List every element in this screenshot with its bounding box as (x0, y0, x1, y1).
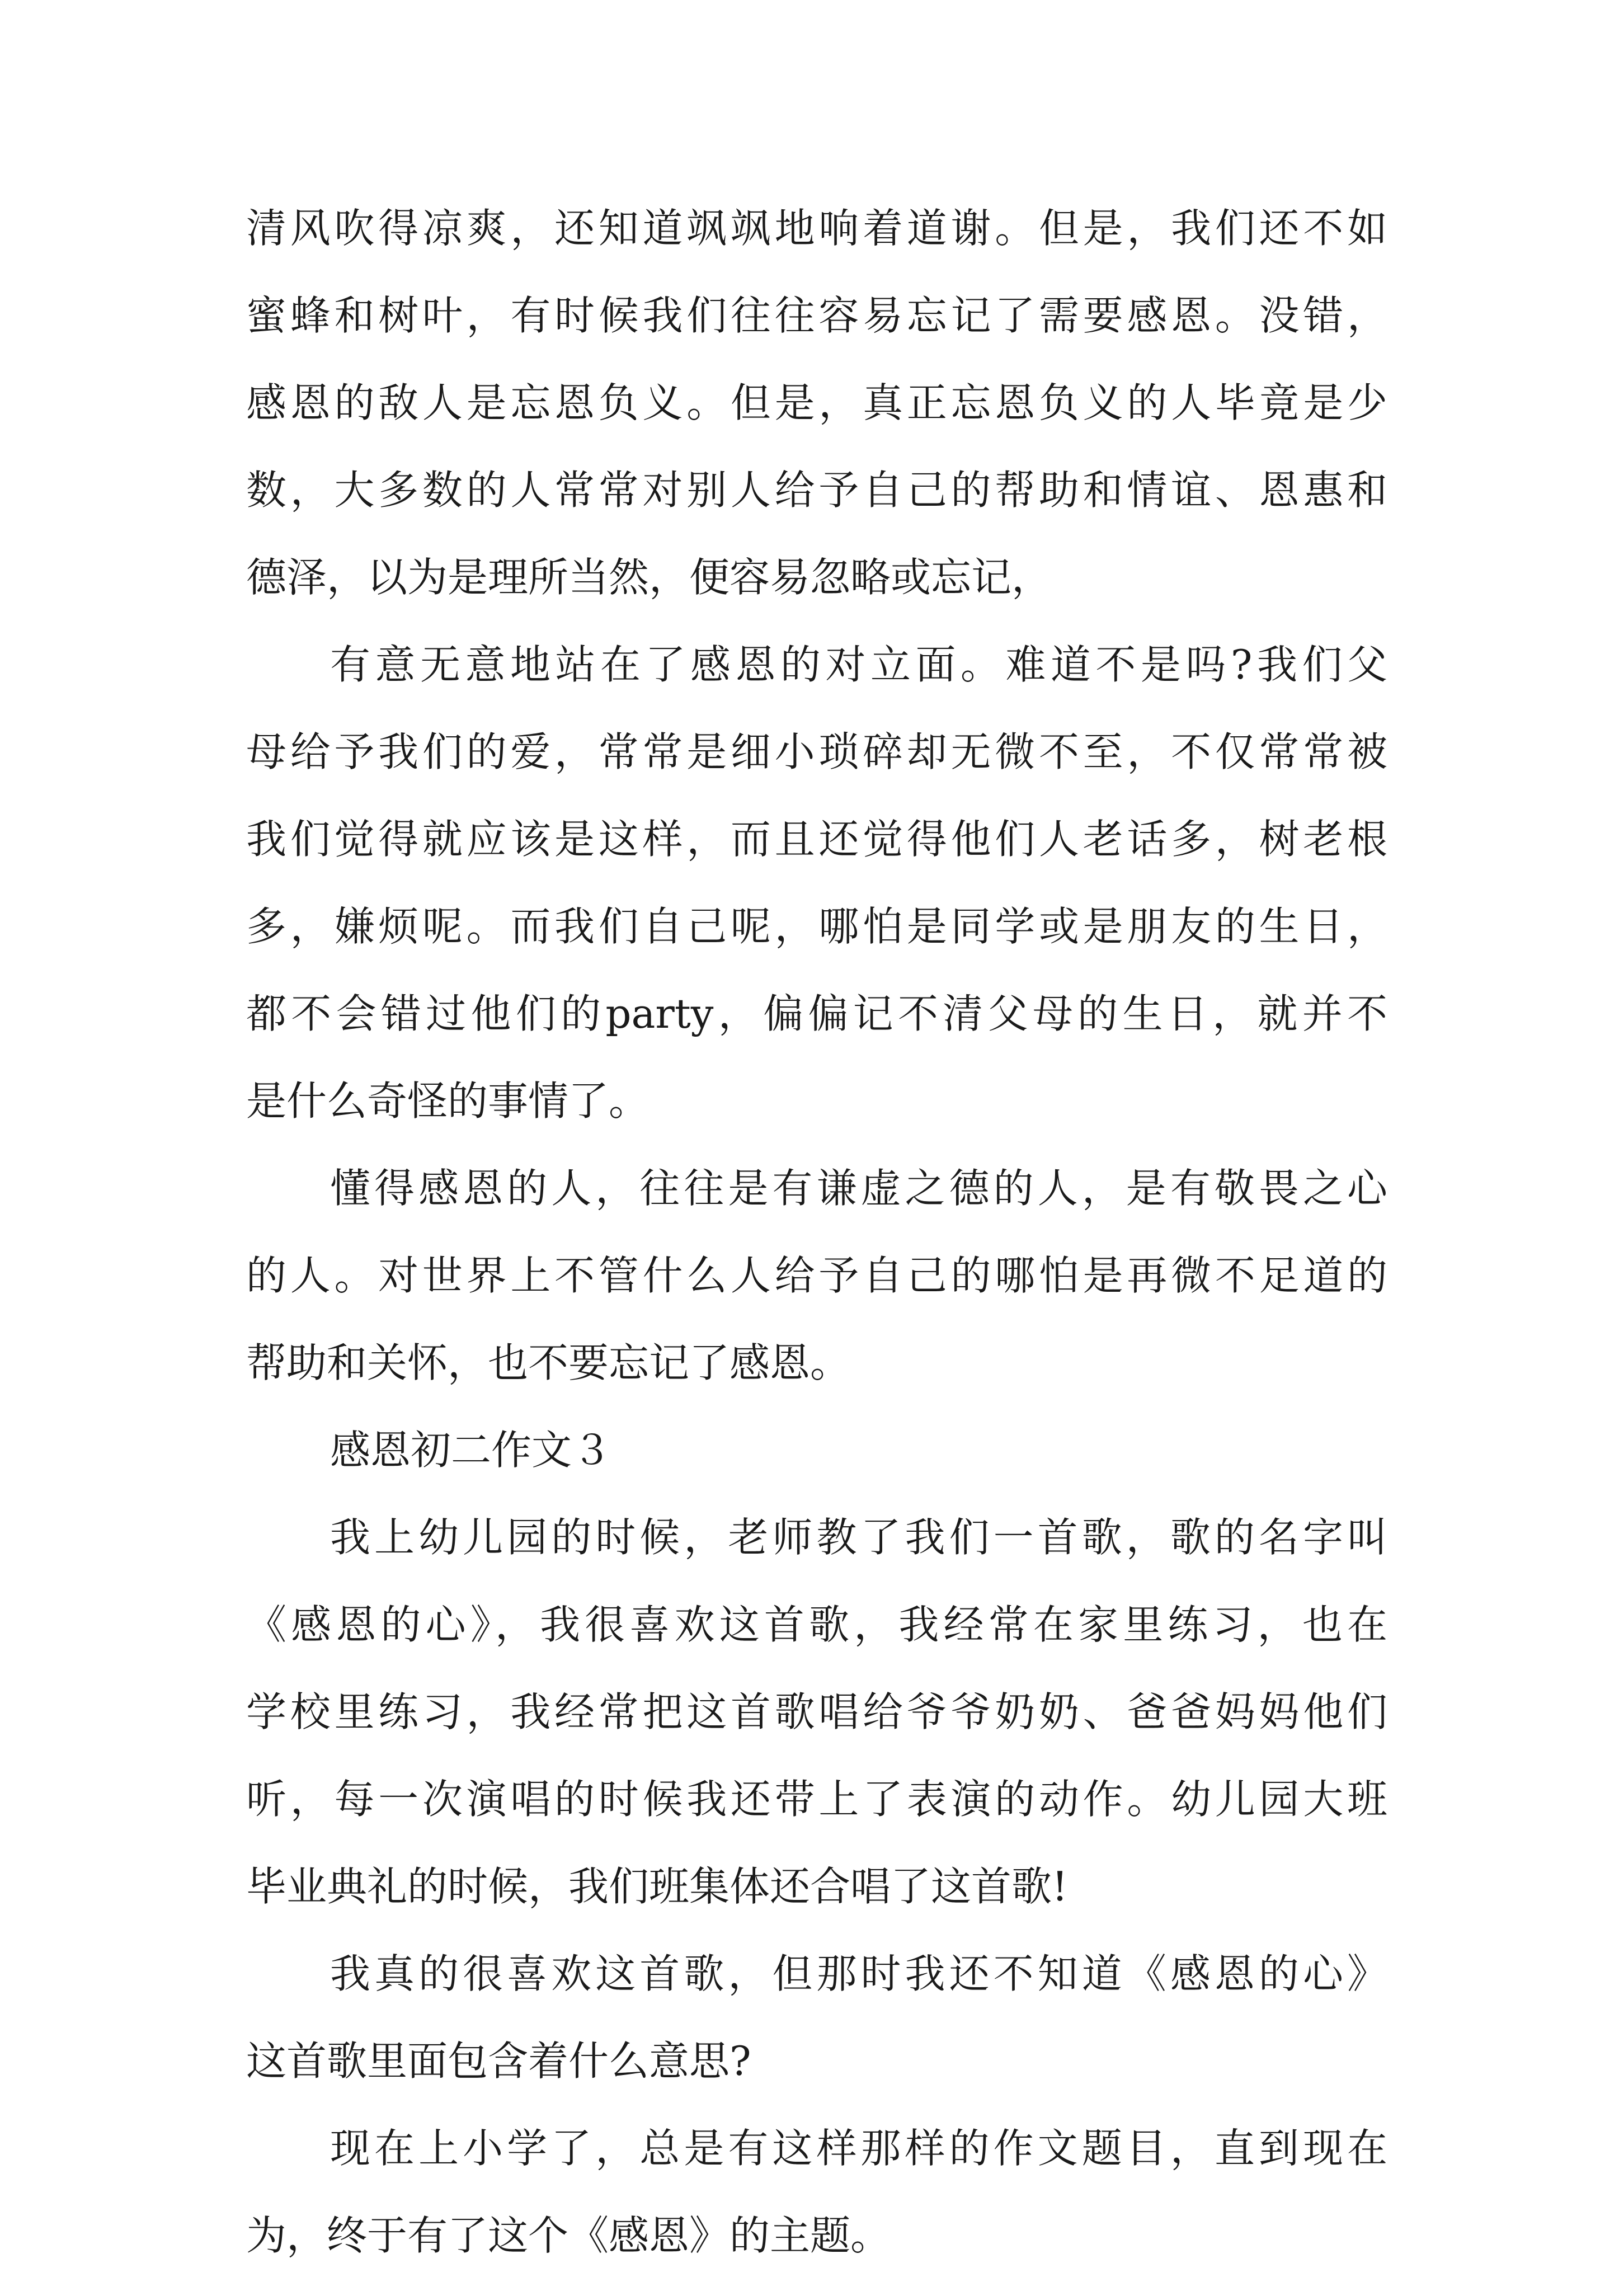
text-line: 听，每一次演唱的时候我还带上了表演的动作。幼儿园大班 (246, 1776, 1387, 1823)
text-line: 帮助和关怀，也不要忘记了感恩。 (246, 1339, 851, 1386)
text-line: 《感恩的心》，我很喜欢这首歌，我经常在家里练习，也在 (246, 1601, 1387, 1648)
text-line: 都不会错过他们的party，偏偏记不清父母的生日，就并不 (246, 990, 1387, 1037)
text-line: 蜜蜂和树叶，有时候我们往往容易忘记了需要感恩。没错， (246, 292, 1387, 339)
text-line: 为，终于有了这个《感恩》的主题。 (246, 2212, 891, 2259)
document-body (246, 201, 1387, 2296)
text-line: 母给予我们的爱，常常是细小琐碎却无微不至，不仅常常被 (246, 728, 1387, 775)
text-line: 有意无意地站在了感恩的对立面。难道不是吗?我们父 (330, 641, 1387, 688)
text-line: 的人。对世界上不管什么人给予自己的哪怕是再微不足道的 (246, 1252, 1387, 1299)
text-line: 我真的很喜欢这首歌，但那时我还不知道《感恩的心》 (330, 1950, 1387, 1997)
text-line: 感恩的敌人是忘恩负义。但是，真正忘恩负义的人毕竟是少 (246, 379, 1387, 426)
text-line: 多，嫌烦呢。而我们自己呢，哪怕是同学或是朋友的生日， (246, 903, 1387, 950)
text-line: 学校里练习，我经常把这首歌唱给爷爷奶奶、爸爸妈妈他们 (246, 1688, 1387, 1735)
text-line: 我们觉得就应该是这样，而且还觉得他们人老话多，树老根 (246, 816, 1387, 863)
text-line: 感恩初二作文３ (330, 1427, 613, 1474)
text-line: 毕业典礼的时候，我们班集体还合唱了这首歌! (246, 1863, 1068, 1910)
text-line: 是什么奇怪的事情了。 (246, 1078, 650, 1125)
text-line: 清风吹得凉爽，还知道飒飒地响着道谢。但是，我们还不如 (246, 205, 1387, 252)
text-line: 现在上小学了，总是有这样那样的作文题目，直到现在 (330, 2125, 1387, 2172)
text-line: 这首歌里面包含着什么意思? (246, 2038, 751, 2085)
text-line: 我上幼儿园的时候，老师教了我们一首歌，歌的名字叫 (330, 1514, 1387, 1561)
text-line: 数，大多数的人常常对别人给予自己的帮助和情谊、恩惠和 (246, 467, 1387, 514)
text-line: 懂得感恩的人，往往是有谦虚之德的人，是有敬畏之心 (330, 1165, 1387, 1212)
text-line: 德泽，以为是理所当然，便容易忽略或忘记， (246, 554, 1052, 601)
